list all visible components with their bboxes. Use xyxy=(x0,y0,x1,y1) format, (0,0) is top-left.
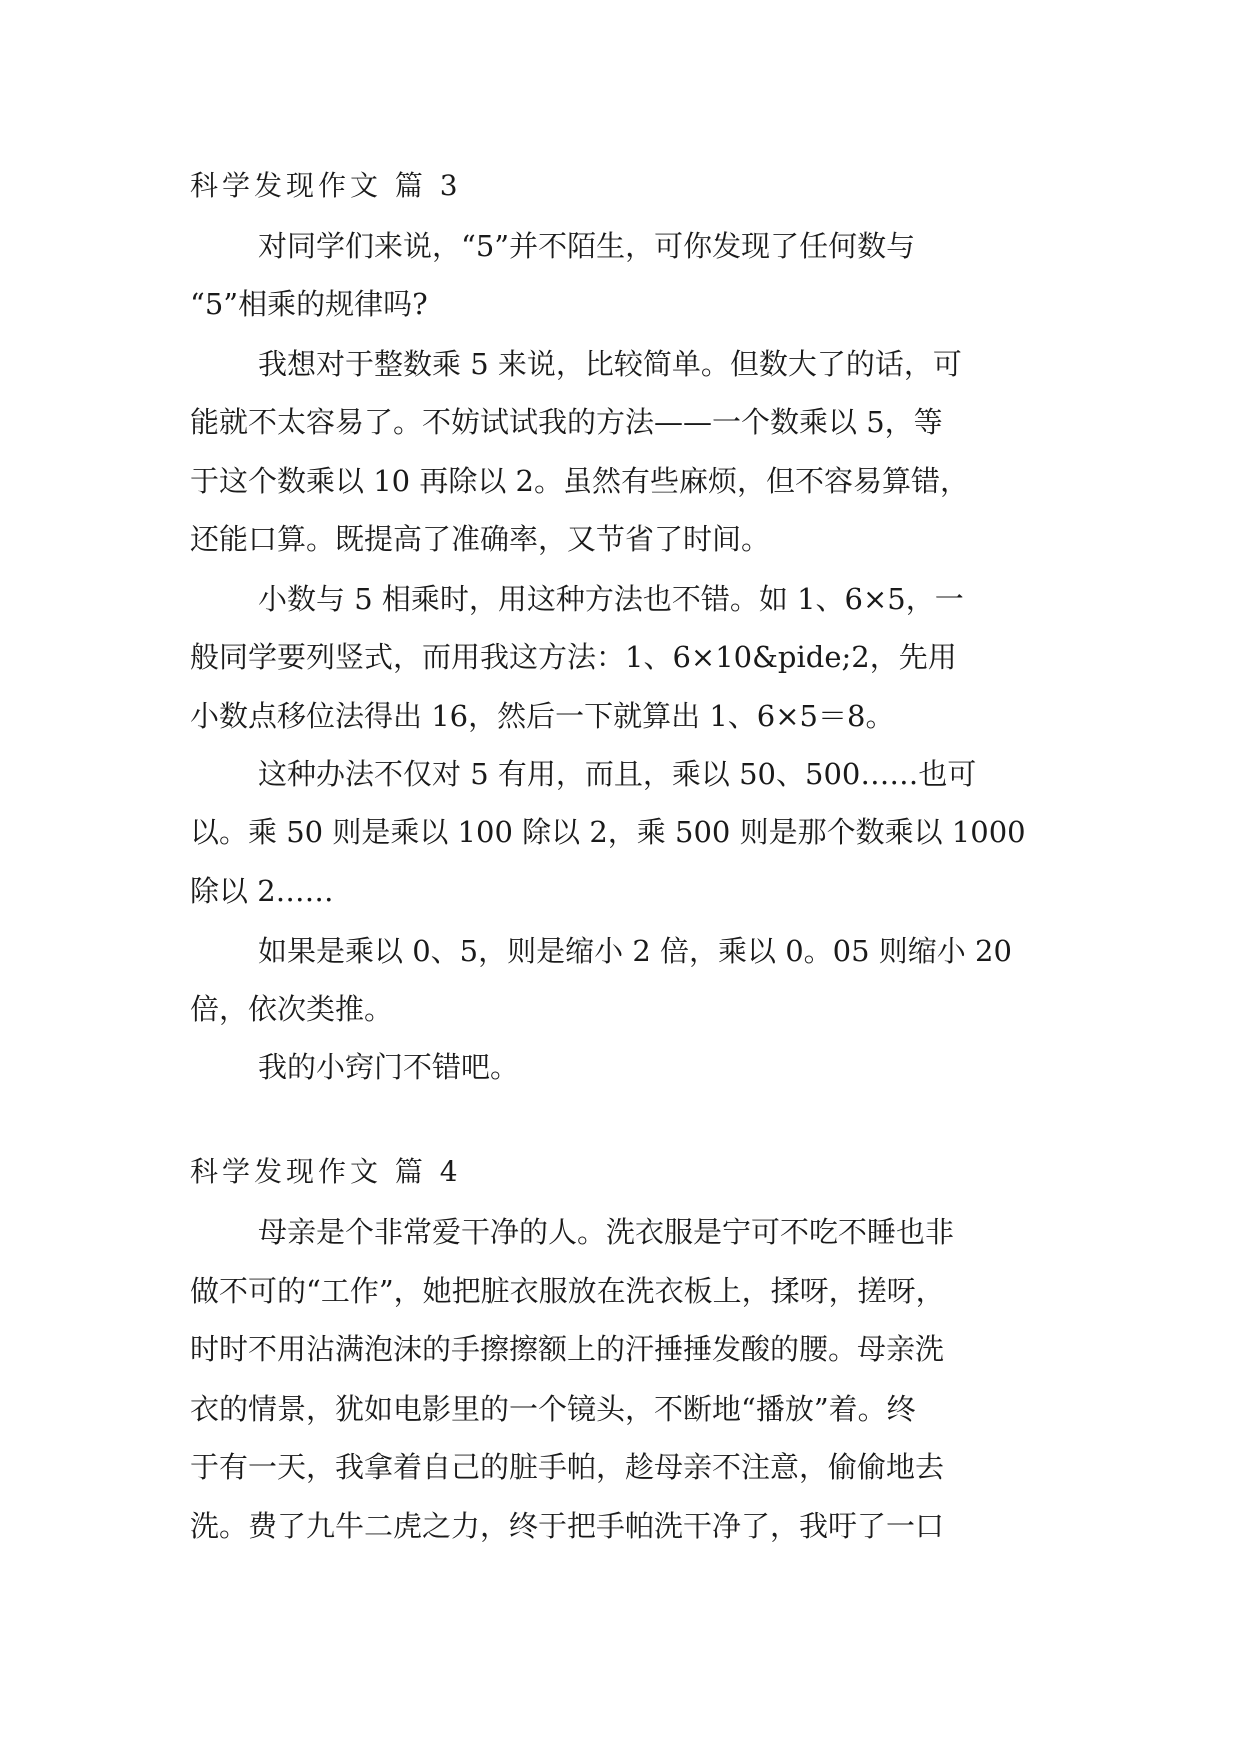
section-3-line-5: 于这个数乘以 10 再除以 2。虽然有些麻烦，但不容易算错， xyxy=(190,464,970,498)
section-3-line-12: 除以 2…… xyxy=(190,874,334,908)
section-3-line-14: 倍，依次类推。 xyxy=(190,992,394,1026)
section-4-line-6: 洗。费了九牛二虎之力，终于把手帕洗干净了，我吁了一口 xyxy=(190,1509,945,1543)
section-4-line-1: 母亲是个非常爱干净的人。洗衣服是宁可不吃不睡也非 xyxy=(258,1215,955,1249)
section-3-line-8: 般同学要列竖式，而用我这方法：1、6×10&pide;2，先用 xyxy=(190,640,957,674)
section-4-title: 科学发现作文 篇 4 xyxy=(190,1155,462,1188)
section-3-line-4: 能就不太容易了。不妨试试我的方法——一个数乘以 5，等 xyxy=(190,405,943,439)
section-3-line-13: 如果是乘以 0、5，则是缩小 2 倍，乘以 0。05 则缩小 20 xyxy=(258,934,1012,968)
section-3-line-2: “5”相乘的规律吗? xyxy=(190,287,428,321)
section-3-line-11: 以。乘 50 则是乘以 100 除以 2，乘 500 则是那个数乘以 1000 xyxy=(190,815,1026,849)
section-4-line-2: 做不可的“工作”，她把脏衣服放在洗衣板上，揉呀，搓呀， xyxy=(190,1274,945,1308)
section-3-line-10: 这种办法不仅对 5 有用，而且，乘以 50、500……也可 xyxy=(258,757,977,791)
section-3-title: 科学发现作文 篇 3 xyxy=(190,169,462,202)
section-4-line-3: 时时不用沾满泡沫的手擦擦额上的汗捶捶发酸的腰。母亲洗 xyxy=(190,1332,945,1366)
section-3-line-9: 小数点移位法得出 16，然后一下就算出 1、6×5＝8。 xyxy=(190,699,895,733)
section-3-line-3: 我想对于整数乘 5 来说，比较简单。但数大了的话，可 xyxy=(258,347,962,381)
section-3-line-15: 我的小窍门不错吧。 xyxy=(258,1050,520,1084)
section-4-line-5: 于有一天，我拿着自己的脏手帕，趁母亲不注意，偷偷地去 xyxy=(190,1450,945,1484)
section-4-line-4: 衣的情景，犹如电影里的一个镜头，不断地“播放”着。终 xyxy=(190,1392,916,1426)
section-3-line-7: 小数与 5 相乘时，用这种方法也不错。如 1、6×5，一 xyxy=(258,582,964,616)
section-3-line-1: 对同学们来说，“5”并不陌生，可你发现了任何数与 xyxy=(258,229,916,263)
section-3-line-6: 还能口算。既提高了准确率，又节省了时间。 xyxy=(190,522,771,556)
